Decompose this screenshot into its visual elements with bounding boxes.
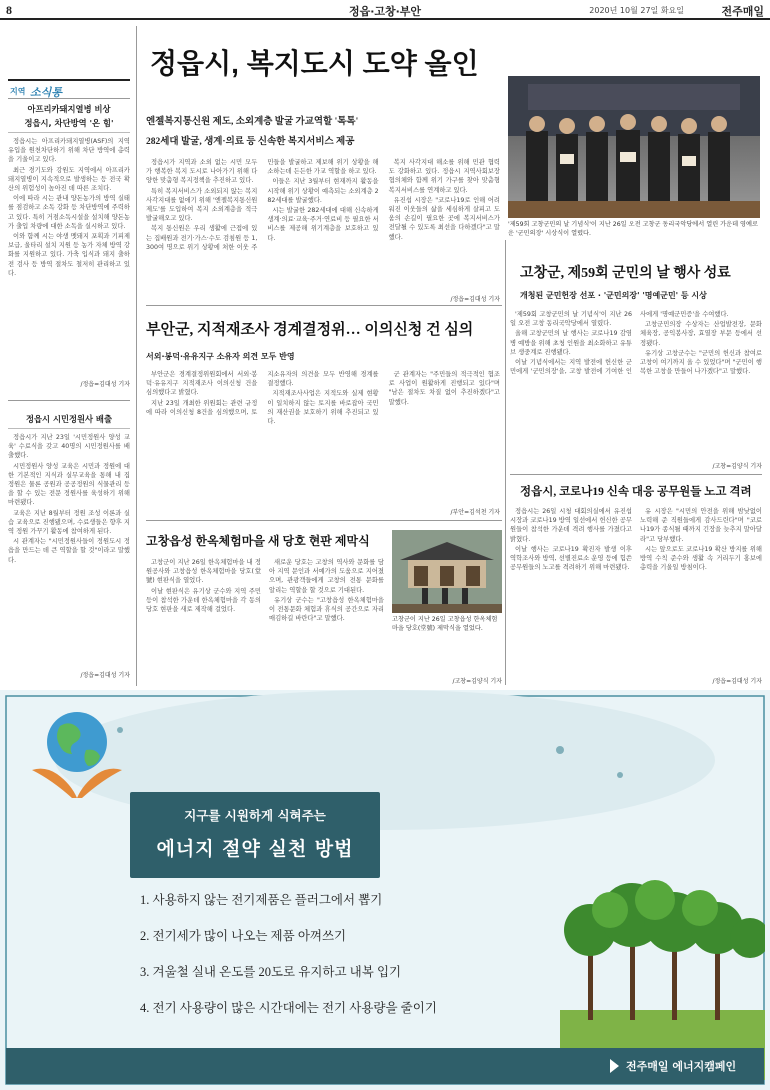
article-1-title: 정읍시, 복지도시 도약 올인: [150, 48, 479, 79]
hanok-photo: [392, 530, 502, 613]
paragraph: 시는 발굴한 282세대에 대해 신속하게 생계·의료·교육·주거·연료비 등 필요한 서비스를 제공해 위기계층을 보호하고 있다.: [267, 207, 379, 242]
ceremony-photo-caption: '제59회 고창군민의 날 기념식'이 지난 26일 오전 고창군 동리국악당에서 열린 가운데 영예로운 '군민의장' 시상식이 열렸다.: [508, 221, 758, 237]
article-2-subtitle: 개청된 군민헌장 선포 · '군민의장' '명예군민' 등 시상: [520, 291, 707, 300]
paragraph: 정읍시가 지난 23일 '시민정원사 양성 교육' 수료식을 갖고 40명의 시민정원사를 배출했다.: [8, 434, 130, 460]
paragraph: 유 시장은 "시민의 안전을 위해 밤낮없이 노력해 준 직원들에게 감사드린다"며 "코로나19가 종식될 때까지 긴장을 늦추지 말아달라"고 당부했다.: [640, 508, 762, 543]
paragraph: 최근 경기도와 강원도 지역에서 아프리카돼지열병이 지속적으로 발생하는 등 전국 확산의 위험성이 높아진 데 따른 조치다.: [8, 166, 130, 193]
paragraph: 정읍시가 지역과 소외 없는 시민 모두가 행복한 복지 도시로 나아가기 위해 다양한 맞춤형 복지정책을 추진하고 있다.: [146, 159, 258, 185]
sidebar-story-2-body: [8, 433, 130, 668]
sidebar-tag: [8, 79, 130, 99]
campaign-name: 전주매일 에너지캠페인: [626, 1060, 737, 1073]
sidebar-story-1: [8, 102, 130, 392]
banner-title: 에너지 절약 실천 방법: [156, 838, 354, 860]
paragraph: 교육은 지난 8월부터 정원 조성 이론과 실습 교육으로 진행됐으며, 수료생들은 향후 지역 정원 가꾸기 활동에 참여하게 된다.: [8, 509, 130, 536]
paragraph: 유기상 고창군수는 "군민의 헌신과 참여로 고창이 여기까지 올 수 있었다"며 "군민이 행복한 고창을 만들어 나가겠다"고 말했다.: [640, 349, 762, 376]
divider: [146, 520, 502, 521]
sidebar-tag-title: 소식통: [30, 86, 62, 99]
hanok-photo-caption: 고창군이 지난 26일 고창읍성 한옥체험마을 당호(堂號) 제막식을 열었다.: [392, 616, 498, 632]
paragraph: 복지 사각지대 해소를 위해 민관 협력도 강화하고 있다. 정읍시 지역사회보장협의체와 함께 위기 가구를 찾아 맞춤형 복지서비스를 연계하고 있다.: [388, 159, 500, 194]
energy-tip: 1. 사용하지 않는 전기제품은 플러그에서 뽑기: [140, 893, 383, 907]
sidebar-story-1-headline-2: 정읍시, 차단방역 '온 힘': [8, 116, 130, 133]
sidebar-tag-prefix: 지역: [10, 87, 26, 96]
paragraph: 이날 현판식은 유기상 군수와 지역 주민 등이 참석한 가운데 한옥체험마을 각 동의 당호 현판을 새로 제작해 걸었다.: [146, 587, 261, 614]
paragraph: 이날 행사는 코로나19 확진자 발생 이후 역학조사와 방역, 선별진료소 운영 등에 힘쓴 공무원들의 노고를 격려하기 위해 마련됐다.: [510, 545, 632, 572]
article-5-body: [510, 507, 762, 667]
paragraph: 시 관계자는 "시민정원사들이 정원도시 정읍을 만드는 데 큰 역할을 할 것"이라고 말했다.: [8, 538, 130, 564]
article-4-title: 고창읍성 한옥체험마을 새 당호 현판 제막식: [146, 534, 370, 548]
banner-title-box: [130, 792, 380, 878]
paragraph: 이와 함께 시는 야생 멧돼지 포획과 기피제 보급, 울타리 설치 지원 등 농가 자체 방역 강화를 지원하고 있다. 가축 입식과 돼지 출하 전 검사 등 방역 절차도 철저히 관리하고 있다.: [8, 233, 130, 277]
paragraph: 고창군민의장 수상자는 산업발전장, 문화체육장, 공익봉사장, 효열장 부문 등에서 선정됐다.: [640, 321, 762, 347]
article-2-title: 고창군, 제59회 군민의 날 행사 성료: [520, 266, 731, 281]
article-3-byline: /부안=김석천 기자: [450, 509, 500, 516]
ceremony-photo-illustration: [508, 76, 760, 218]
globe-hands-icon: [22, 700, 132, 810]
article-3-subtitle: 서외·봉덕·유유지구 소유자 의견 모두 반영: [146, 352, 295, 361]
paragraph: 정읍시는 아프리카돼지열병(ASF)의 지역 유입을 원천차단하기 위해 차단 방역에 총력을 기울이고 있다.: [8, 138, 130, 164]
sidebar-story-2-headline: 정읍시 시민정원사 배출: [8, 412, 130, 429]
sidebar-story-1-headline-1: 아프리카돼지열병 비상: [27, 104, 111, 114]
article-5-title: 정읍시, 코로나19 신속 대응 공무원들 노고 격려: [520, 486, 752, 498]
article-3-body: [146, 370, 500, 500]
paragraph: 이들은 지난 3월부터 현재까지 활동을 시작해 위기 상황이 예측되는 소외계층 282세대를 발굴했다.: [267, 178, 379, 204]
sidebar-story-1-body: [8, 137, 130, 377]
paragraph: 유기상 군수는 "고창읍성 한옥체험마을이 전통문화 체험과 휴식의 공간으로 자리매김하길 바란다"고 말했다.: [269, 596, 384, 623]
forest-illustration: [560, 840, 765, 1080]
energy-tip: 4. 전기 사용량이 많은 시간대에는 전기 사용량을 줄이기: [140, 1001, 437, 1015]
article-1-subtitle-1: 엔젤복지통신원 제도, 소외계층 발굴 가교역할 '톡톡': [146, 117, 359, 127]
divider: [8, 400, 130, 401]
energy-campaign-banner: [0, 690, 770, 1090]
paragraph: 시는 앞으로도 코로나19 확산 방지를 위해 방역 수칙 준수와 생활 속 거리두기 홍보에 총력을 기울일 방침이다.: [640, 545, 762, 572]
column-divider: [505, 240, 506, 685]
energy-tips-list: [140, 890, 570, 1034]
newspaper-brand: 전주매일: [721, 6, 764, 18]
hanok-photo-illustration: [392, 530, 502, 613]
paragraph: 고창군이 지난 26일 한옥체험마을 내 정원공사와 고창읍성 한옥체험마을 당호(堂號) 현판식을 열었다.: [146, 559, 261, 585]
paragraph: 부안군은 경계결정위원회에서 서외·봉덕·유유지구 지적재조사 이의신청 건을 심의했다고 밝혔다.: [146, 371, 258, 397]
article-3-title: 부안군, 지적재조사 경계결정위… 이의신청 건 심의: [146, 322, 474, 338]
article-1-subtitle-2: 282세대 발굴, 생계·의료 등 신속한 복지서비스 제공: [146, 137, 355, 147]
paragraph: 올해 고창군민의 날 행사는 코로나19 감염병 예방을 위해 초청 인원을 최소화하고 유튜브 생중계로 진행됐다.: [510, 330, 632, 356]
byline: /정읍=김대성 기자: [80, 672, 130, 679]
paragraph: 시민정원사 양성 교육은 시민과 정원에 대한 기본적인 지식과 실무교육을 통해 내 집 정원은 물론 공원과 공공정원의 식물관리 등을 할 수 있는 전문 정원사를 육성하기 위해 마련됐다.: [8, 462, 130, 507]
energy-tip: 2. 전기세가 많이 나오는 제품 아껴쓰기: [140, 929, 347, 943]
energy-tip: 3. 겨울철 실내 온도를 20도로 유지하고 내복 입기: [140, 965, 402, 979]
divider: [510, 474, 762, 475]
campaign-footer-bar: [6, 1048, 764, 1084]
article-2-byline: /고창=김양식 기자: [712, 463, 762, 470]
paragraph: 이에 따라 시는 관내 양돈농가의 방역 실태를 점검하고 소독 강화 등 차단방역에 주력하고 있다. 특히 거점소독시설을 설치해 양돈농가 출입 차량에 대한 소독을 실시하고 있다.: [8, 195, 130, 230]
article-1-body: [146, 158, 500, 290]
ceremony-photo: [508, 76, 760, 218]
article-1-byline: /정읍=김대성 기자: [450, 296, 500, 303]
article-2-body: [510, 310, 762, 455]
paragraph: 지난 23일 개최한 위원회는 관련 규정에 따라 이의신청 8건을 심의했으며, 토지소유자의 의견을 모두 반영해 경계를 결정했다.: [146, 371, 379, 416]
paragraph: 유진섭 시장은 "코로나19로 인해 어려워진 이웃들의 삶을 세심하게 살피고 도움의 손길이 필요한 곳에 복지서비스가 전달될 수 있도록 최선을 다하겠다"고 말했다.: [388, 196, 500, 241]
paragraph: 정읍시는 26일 시청 대회의실에서 유진섭 시장과 코로나19 방역 일선에서 헌신한 공무원들이 참석한 가운데 격려 행사를 가졌다고 밝혔다.: [510, 508, 632, 543]
article-4-body: [146, 558, 384, 688]
paragraph: 새로운 당호는 고창의 역사와 문화를 담아 지역 문인과 서예가의 도움으로 지어졌으며, 관광객들에게 고창의 전통 문화를 알리는 역할을 할 것으로 기대된다.: [269, 559, 384, 594]
issue-date: 2020년 10월 27일 화요일: [589, 6, 684, 15]
paragraph: '제59회 고창군민의 날 기념식'이 지난 26일 오전 고창 동리국악당에서 열렸다.: [510, 311, 632, 328]
article-4-byline: /고창=김양식 기자: [452, 678, 502, 685]
paragraph: 이날 기념식에서는 지역 발전에 헌신한 군민에게 '군민의장'을, 고창 발전에 기여한 인사에게 '명예군민증'을 수여했다.: [510, 311, 729, 376]
divider: [146, 305, 502, 306]
paragraph: 특히 복지서비스가 소외되지 않는 복지 사각지대를 없애기 위해 '엔젤복지통신원 제도'를 도입하여 복지 소외계층을 적극 발굴해오고 있다.: [146, 187, 258, 223]
page-number: 8: [6, 3, 12, 17]
page-header: [0, 0, 770, 20]
article-5-byline: /정읍=김대성 기자: [712, 678, 762, 685]
sidebar-story-2: [8, 412, 130, 682]
campaign-arrow-icon: [610, 1059, 619, 1073]
byline: /정읍=김대성 기자: [80, 381, 130, 388]
banner-subtitle: 지구를 시원하게 식혀주는: [184, 808, 326, 823]
column-divider: [136, 26, 137, 686]
paragraph: 복지 통신원은 우리 생활에 근접에 있는 집배원과 전기·가스·수도 검침원 등 1,300여 명으로 위기 상황에 처한 이웃 주민들을 발굴하고 제보해 위기 상황을 해소하는데 든든한 가교 역할을 하고 있다.: [146, 159, 379, 251]
paragraph: 지적재조사사업은 지적도와 실제 현황이 일치하지 않는 토지를 바로잡아 국민의 재산권을 보호하기 위해 추진되고 있다.: [267, 390, 379, 426]
paragraph: 군 관계자는 "주민들의 적극적인 협조로 사업이 원활하게 진행되고 있다"며 "남은 절차도 차질 없이 추진하겠다"고 말했다.: [388, 371, 500, 406]
section-title: 정읍·고창·부안: [348, 5, 422, 18]
